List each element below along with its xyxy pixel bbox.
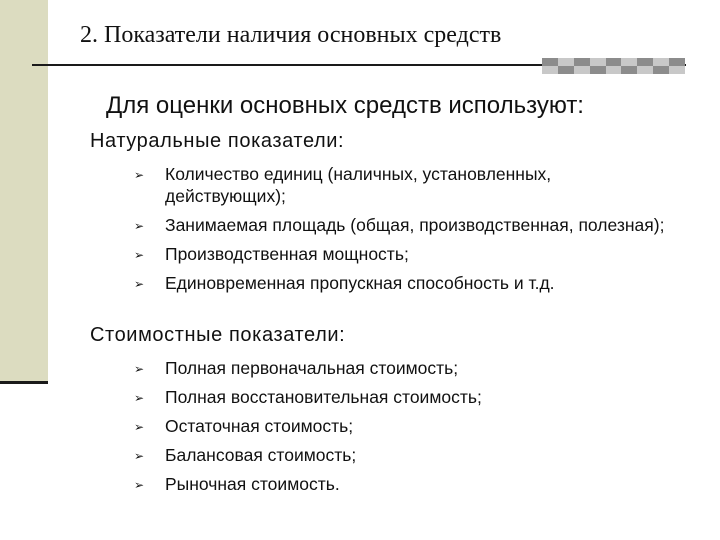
arrowhead-bullet-icon: ➢	[134, 391, 145, 405]
checkered-ornament	[542, 58, 685, 74]
decorative-side-bar	[0, 0, 48, 382]
arrowhead-bullet-icon: ➢	[134, 277, 145, 291]
arrowhead-bullet-icon: ➢	[134, 248, 145, 262]
list-item: ➢ Полная восстановительная стоимость;	[134, 387, 482, 407]
arrowhead-bullet-icon: ➢	[134, 449, 145, 463]
list-item: ➢ Занимаемая площадь (общая, производственная, полезная);	[134, 215, 665, 235]
natural-indicators-list	[134, 163, 720, 301]
list-item: ➢ Производственная мощность;	[134, 244, 409, 264]
list-item: ➢ Количество единиц (наличных, установленных, действующих);	[134, 164, 552, 206]
list-item: ➢ Остаточная стоимость;	[134, 416, 354, 436]
arrowhead-bullet-icon: ➢	[134, 362, 145, 376]
side-bar-bottom-edge	[0, 381, 48, 384]
section-heading-cost: Стоимостные показатели:	[90, 324, 346, 346]
slide-title: 2. Показатели наличия основных средств	[80, 22, 502, 48]
list-item: ➢ Балансовая стоимость;	[134, 445, 357, 465]
arrowhead-bullet-icon: ➢	[134, 219, 145, 233]
intro-text: Для оценки основных средств используют:	[106, 92, 584, 119]
list-item: ➢ Рыночная стоимость.	[134, 474, 340, 494]
cost-indicators-list	[134, 357, 720, 502]
arrowhead-bullet-icon: ➢	[134, 478, 145, 492]
section-heading-natural: Натуральные показатели:	[90, 130, 345, 152]
list-item: ➢ Полная первоначальная стоимость;	[134, 358, 459, 378]
list-item: ➢ Единовременная пропускная способность и т.д.	[134, 273, 555, 293]
arrowhead-bullet-icon: ➢	[134, 168, 145, 182]
arrowhead-bullet-icon: ➢	[134, 420, 145, 434]
